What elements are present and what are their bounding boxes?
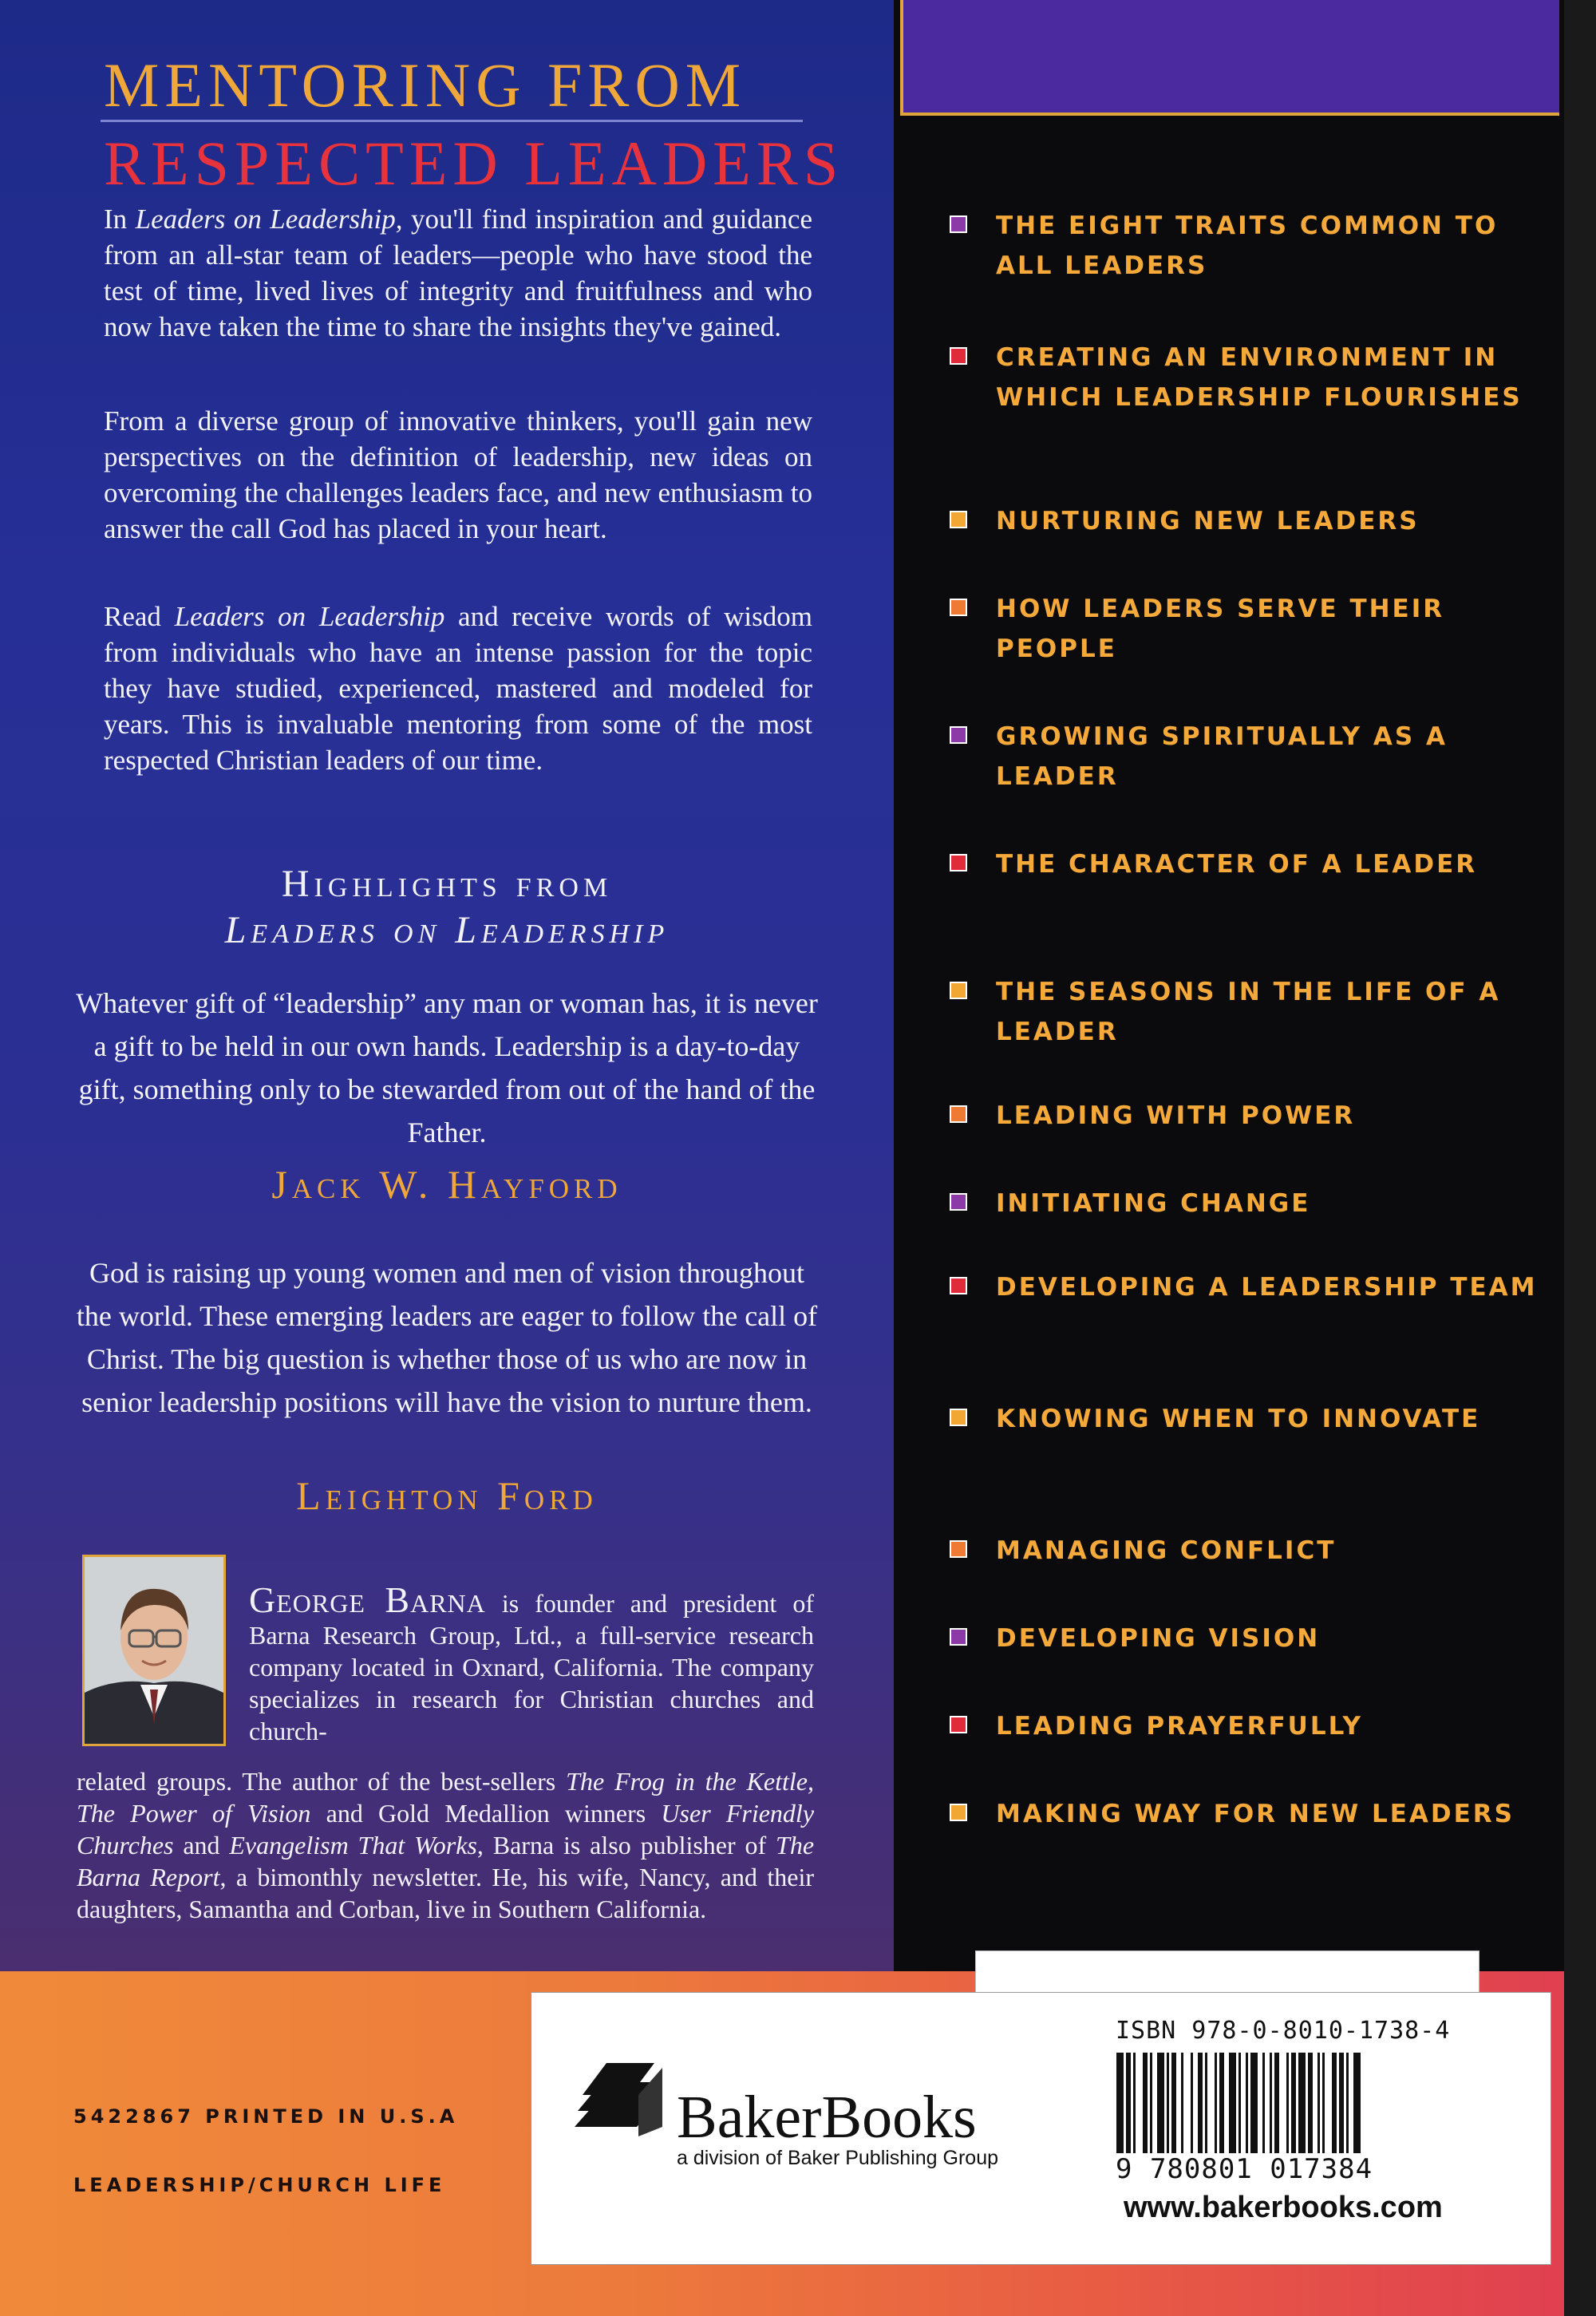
topic-label: INITIATING CHANGE: [996, 1189, 1311, 1218]
square-bullet-icon: [950, 1628, 967, 1646]
barcode-bar: [1308, 2053, 1313, 2153]
para1-title: Leaders on Leadership,: [135, 204, 403, 235]
square-bullet-icon: [950, 1105, 967, 1123]
barcode-bar: [1219, 2053, 1224, 2153]
purple-accent-box: [900, 0, 1559, 116]
bio-text-b: related groups. The author of the best-sellers: [77, 1767, 567, 1796]
para1-post: you'll find inspiration and guidance from an all-star team of leaders—people who have stood the test of time, lived lives of integrity and fruitfulness and who now have taken the time to share the insights they've gained.: [104, 204, 812, 342]
para3-title: Leaders on Leadership: [174, 601, 445, 632]
square-bullet-icon: [950, 347, 967, 365]
topic-label: THE SEASONS IN THE LIFE OF A LEADER: [996, 978, 1501, 1046]
barcode-bar: [1171, 2053, 1176, 2153]
topic-label: THE CHARACTER OF A LEADER: [996, 850, 1478, 879]
quote-ford: God is raising up young women and men of vision throughout the world. These emerging leaders are eager to follow the call of Christ. The big question is whether those of us who are now in senior leadership positions will have the vision to nurture them.: [76, 1257, 818, 1418]
bakerbooks-logo-icon: [575, 2047, 669, 2143]
barcode-bar: [1238, 2053, 1241, 2153]
topic-label: CREATING AN ENVIRONMENT IN WHICH LEADERSHIP FLOURISHES: [996, 343, 1523, 412]
topic-label: LEADING PRAYERFULLY: [996, 1712, 1363, 1741]
publisher-name: BakerBooks: [677, 2084, 977, 2151]
barcode-bar: [1250, 2053, 1258, 2153]
bio-book-title-3: Evangelism That Works: [229, 1831, 477, 1860]
square-bullet-icon: [950, 982, 967, 999]
barcode-bar: [1205, 2053, 1207, 2153]
isbn-number: ISBN 978-0-8010-1738-4: [1116, 2017, 1451, 2045]
publisher-subtitle: a division of Baker Publishing Group: [677, 2147, 999, 2169]
bio-text-mid3: , Barna is also publisher of: [476, 1831, 776, 1860]
bio-text-end: , a bimonthly newsletter. He, his wife, Nancy, and their daughters, Samantha and Corban, live in Southern California.: [77, 1863, 815, 1923]
square-bullet-icon: [950, 1804, 967, 1821]
read-paragraph: [104, 599, 812, 778]
square-bullet-icon: [950, 511, 967, 528]
bio-book-titles-1: The Frog in the Kettle, The Power of Vision: [77, 1767, 815, 1828]
bio-book-title-2: User Friendly Churches: [77, 1799, 815, 1860]
heading-respected-leaders: RESPECTED LEADERS: [104, 128, 844, 198]
barcode-bar: [1198, 2053, 1203, 2153]
barcode-bar: [1246, 2053, 1248, 2153]
barcode-bar: [1286, 2053, 1289, 2153]
topic-label: DEVELOPING VISION: [996, 1624, 1321, 1653]
barcode-bar: [1181, 2053, 1183, 2153]
barcode-bar: [1150, 2053, 1152, 2153]
para3-pre: Read: [104, 601, 175, 632]
barcode-bar: [1291, 2053, 1296, 2153]
square-bullet-icon: [950, 1540, 967, 1558]
publisher-url: www.bakerbooks.com: [1124, 2191, 1443, 2224]
barcode-bar: [1353, 2053, 1361, 2153]
barcode-bar: [1262, 2053, 1265, 2153]
barcode-bar: [1322, 2053, 1325, 2153]
barcode-bar: [1133, 2053, 1136, 2153]
topic-label: KNOWING WHEN TO INNOVATE: [996, 1405, 1481, 1433]
isbn-barcode: [1113, 2053, 1463, 2156]
barcode-bar: [1143, 2053, 1148, 2153]
square-bullet-icon: [950, 1277, 967, 1294]
perspectives-paragraph: From a diverse group of innovative thinkers, you'll gain new perspectives on the definition of leadership, new ideas on overcoming the challenges leaders face, and new enthusiasm to answer the call God has placed in your heart.: [104, 405, 812, 544]
barcode-bar: [1274, 2053, 1279, 2153]
author-bio-bottom: [77, 1765, 814, 1925]
barcode-digits: 9 780801 017384: [1116, 2153, 1373, 2185]
topic-label: LEADING WITH POWER: [996, 1101, 1356, 1130]
barcode-bar: [1317, 2053, 1320, 2153]
topic-label: MANAGING CONFLICT: [996, 1536, 1337, 1565]
barcode-bar: [1298, 2053, 1306, 2153]
quote-author-ford: Leighton Ford: [296, 1473, 598, 1518]
author-bio-top: [249, 1579, 815, 1747]
barcode-bar: [1332, 2053, 1337, 2153]
bio-text-a: is founder and president of Barna Research Group, Ltd., a full-service research company located in Oxnard, California. The company specializes in research for Christian churches and church-: [249, 1589, 815, 1745]
topic-label: DEVELOPING A LEADERSHIP TEAM: [996, 1273, 1538, 1302]
bio-text-mid: and Gold Medallion winners: [310, 1799, 662, 1828]
barcode-bar: [1167, 2053, 1169, 2153]
square-bullet-icon: [950, 854, 967, 871]
heading-divider: [101, 120, 803, 122]
barcode-bar: [1116, 2053, 1124, 2153]
barcode-bar: [1270, 2053, 1272, 2153]
highlights-heading: Highlights from: [281, 863, 613, 905]
bio-text-and: and: [173, 1831, 230, 1860]
quote-author-hayford: Jack W. Hayford: [271, 1162, 622, 1207]
topic-label: MAKING WAY FOR NEW LEADERS: [996, 1800, 1515, 1828]
spine-edge: [1564, 0, 1596, 2316]
author-name: George Barna: [249, 1579, 486, 1620]
quote-hayford: Whatever gift of “leadership” any man or woman has, it is never a gift to be held in our own hands. Leadership is a day-to-day gift, something only to be stewarded from out of the hand of the Father.: [76, 987, 818, 1148]
square-bullet-icon: [950, 1409, 967, 1426]
square-bullet-icon: [950, 215, 967, 233]
square-bullet-icon: [950, 726, 967, 744]
barcode-bar: [1157, 2053, 1164, 2153]
topic-label: THE EIGHT TRAITS COMMON TO ALL LEADERS: [996, 211, 1499, 280]
square-bullet-icon: [950, 1716, 967, 1733]
author-photo: [82, 1555, 226, 1746]
barcode-bar: [1191, 2053, 1193, 2153]
category-label: LEADERSHIP/CHURCH LIFE: [73, 2174, 446, 2196]
para3-post: and receive words of wisdom from individuals who have an intense passion for the topic they have studied, experienced, mastered and modeled for years. This is invaluable mentoring from some of the most respected Christian leaders of our time.: [104, 601, 812, 776]
para1-pre: In: [104, 204, 136, 235]
heading-mentoring: MENTORING FROM: [104, 50, 747, 120]
barcode-bar: [1126, 2053, 1131, 2153]
topic-label: HOW LEADERS SERVE THEIR PEOPLE: [996, 595, 1445, 663]
author-portrait-illustration: [85, 1557, 223, 1744]
highlights-book-title: Leaders on Leadership: [224, 909, 670, 951]
printed-code: 5422867 PRINTED IN U.S.A: [73, 2105, 459, 2128]
bio-newsletter-title: The Barna Report: [77, 1831, 815, 1891]
barcode-bar: [1339, 2053, 1344, 2153]
intro-paragraph: [104, 201, 812, 345]
square-bullet-icon: [950, 1193, 967, 1211]
barcode-bar: [1346, 2053, 1349, 2153]
topic-label: NURTURING NEW LEADERS: [996, 507, 1420, 536]
topic-label: GROWING SPIRITUALLY AS A LEADER: [996, 722, 1448, 791]
square-bullet-icon: [950, 599, 967, 616]
barcode-bar: [1215, 2053, 1217, 2153]
barcode-bar: [1229, 2053, 1236, 2153]
